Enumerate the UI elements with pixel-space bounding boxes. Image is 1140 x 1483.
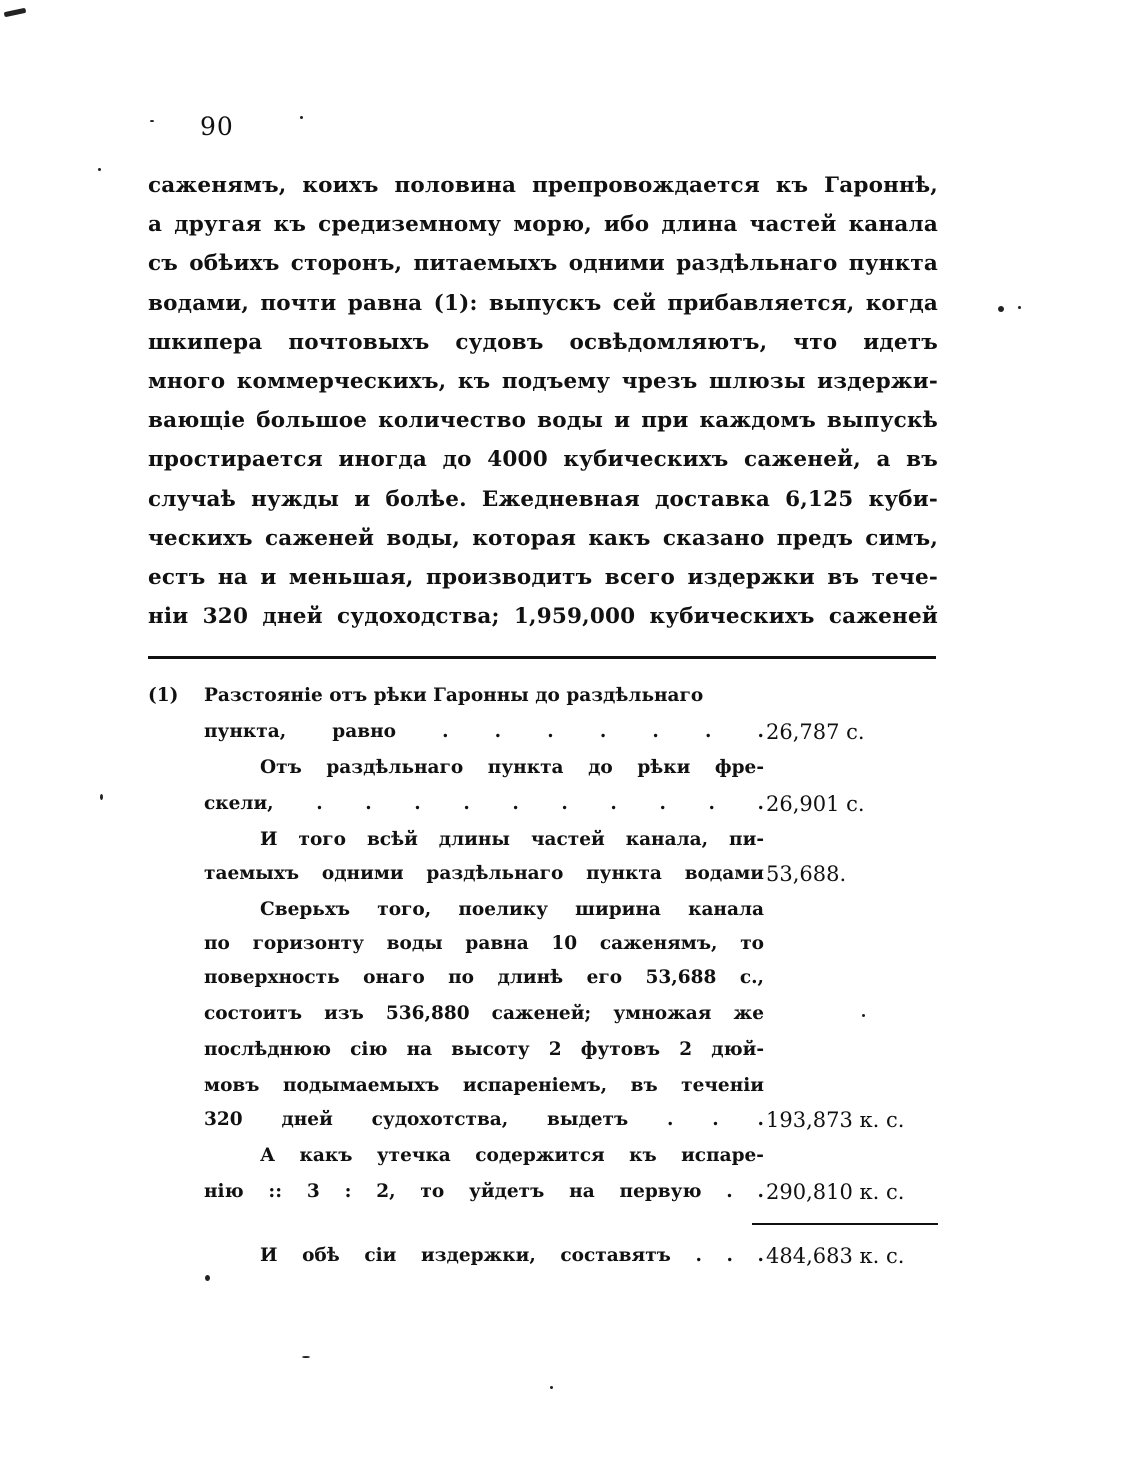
scan-speck	[4, 8, 27, 17]
footnote-row	[148, 1102, 940, 1138]
footnote-text: И того всѣй длины частей канала, пи-	[260, 829, 764, 850]
footnote-text: Отъ раздѣльнаго пункта до рѣки фре-	[260, 757, 764, 778]
footnote-total-value: 484,683 к. с.	[766, 1244, 905, 1268]
scan-speck	[862, 1014, 865, 1017]
footnote-total-row	[148, 1238, 940, 1274]
footnote-value: 26,901 с.	[766, 792, 865, 816]
footnote-text: Разстояніе отъ рѣки Гаронны до раздѣльнаго	[204, 685, 704, 706]
footnote-text: И обѣ сіи издержки, составятъ . . .	[260, 1245, 764, 1266]
body-line: ніи 320 дней судоходства; 1,959,000 кубическихъ саженей	[148, 604, 938, 630]
scan-speck	[302, 1356, 310, 1358]
footnote-row	[148, 714, 940, 750]
footnote-row	[148, 822, 940, 858]
footnote-text: скели, . . . . . . . . . .	[204, 793, 764, 814]
scan-speck	[1018, 306, 1021, 309]
footnote-row	[148, 750, 940, 786]
footnote-text: пункта, равно . . . . . . .	[204, 721, 764, 742]
body-line: вающіе большое количество воды и при каждомъ выпускѣ	[148, 408, 938, 434]
footnote-text: таемыхъ одними раздѣльнаго пункта водами	[204, 863, 764, 884]
footnote-text: А какъ утечка содержится къ испаре-	[260, 1145, 764, 1166]
footnote-text: поверхность онаго по длинѣ его 53,688 с.,	[204, 967, 764, 988]
footnote-text: состоитъ изъ 536,880 саженей; умножая же	[204, 1003, 764, 1024]
footnote-value: 193,873 к. с.	[766, 1108, 905, 1132]
scan-speck	[550, 1386, 553, 1389]
footnote-row	[148, 996, 940, 1032]
page-number: 90	[200, 112, 234, 141]
scan-speck	[300, 116, 303, 119]
footnote-row	[148, 1138, 940, 1174]
body-line: а другая къ средиземному морю, ибо длина частей канала	[148, 212, 938, 238]
footnote-row	[148, 786, 940, 822]
footnote-marker: (1)	[148, 685, 179, 706]
footnote-separator	[148, 656, 936, 659]
scan-speck	[150, 120, 154, 122]
footnote-value: 53,688.	[766, 862, 847, 886]
body-line: съ обѣихъ сторонъ, питаемыхъ одними раздѣльнаго пункта	[148, 251, 938, 277]
body-line: шкипера почтовыхъ судовъ освѣдомляютъ, что идетъ	[148, 329, 938, 355]
footnote-text: 320 дней судохотства, выдетъ . . .	[204, 1109, 764, 1130]
scan-speck	[98, 168, 101, 171]
footnote-row	[148, 926, 940, 962]
footnote-row	[148, 892, 940, 928]
body-line: случаѣ нужды и болѣе. Ежедневная доставка 6,125 куби-	[148, 486, 938, 512]
footnote-text: послѣднюю сію на высоту 2 футовъ 2 дюй-	[204, 1039, 764, 1060]
footnote-value: 290,810 к. с.	[766, 1180, 905, 1204]
scan-speck	[998, 306, 1004, 312]
body-line: саженямъ, коихъ половина препровождается къ Гароннѣ,	[148, 173, 938, 198]
footnote-row	[148, 1068, 940, 1104]
body-line: естъ на и меньшая, производитъ всего издержки въ тече-	[148, 564, 938, 590]
scan-speck	[100, 794, 103, 800]
footnote-row	[148, 678, 940, 714]
body-line: простирается иногда до 4000 кубическихъ саженей, а въ	[148, 447, 938, 473]
body-line: ческихъ саженей воды, которая какъ сказано предъ симъ,	[148, 525, 938, 551]
body-line: водами, почти равна (1): выпускъ сей прибавляется, когда	[148, 290, 938, 316]
scan-speck	[205, 1275, 210, 1281]
footnote-row	[148, 856, 940, 892]
footnote-value: 26,787 с.	[766, 720, 865, 744]
footnote-row	[148, 1032, 940, 1068]
footnote-text: по горизонту воды равна 10 саженямъ, то	[204, 933, 764, 954]
footnote-text: мовъ подымаемыхъ испареніемъ, въ теченіи	[204, 1075, 764, 1096]
sum-rule	[752, 1223, 938, 1225]
footnote-row	[148, 960, 940, 996]
body-text	[148, 166, 938, 636]
footnote-text: Сверьхъ того, поелику ширина канала	[260, 899, 764, 920]
body-line: много коммерческихъ, къ подъему чрезъ шлюзы издержи-	[148, 368, 938, 394]
footnote-text: нію :: 3 : 2, то уйдетъ на первую . .	[204, 1181, 764, 1202]
footnote-row	[148, 1174, 940, 1210]
